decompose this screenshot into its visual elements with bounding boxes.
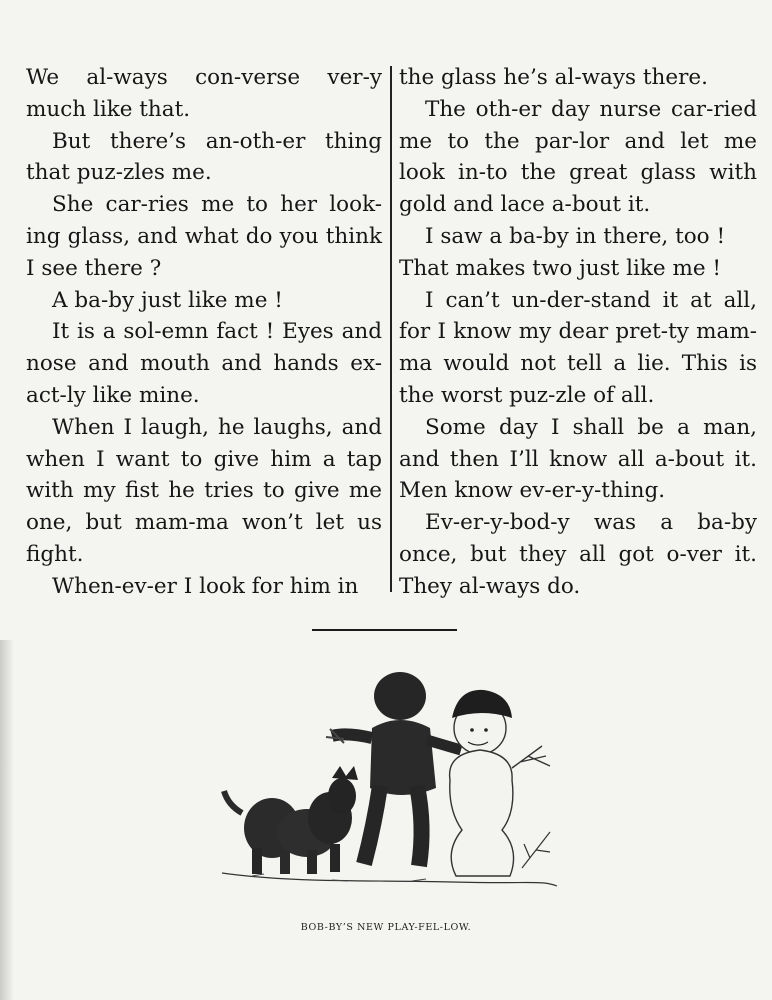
paragraph: But there’s an-oth-er thing that puz-zles me. <box>26 128 382 186</box>
paragraph: Ev-er-y-bod-y was a ba-by once, but they all got o-ver it. They al-ways do. <box>399 510 757 599</box>
paragraph: When-ev-er I look for him in <box>52 573 359 599</box>
paragraph: When I laugh, he laughs, and when I want to give him a tap with my fist he tries to give me one, but mam-ma won’t let us fight. <box>26 414 382 567</box>
column-divider <box>390 66 392 592</box>
paragraph: We al-ways con-verse ver-y much like that. <box>26 65 382 122</box>
left-text-column <box>26 62 382 603</box>
paragraph: The oth-er day nurse car-ried me to the par-lor and let me look in-to the great glass with gold and lace a-bout it. <box>399 96 757 218</box>
paragraph: the glass he’s al-ways there. <box>399 65 708 90</box>
paragraph: It is a sol-emn fact ! Eyes and nose and mouth and hands ex-act-ly like mine. <box>26 319 382 408</box>
snowman-figure-icon <box>450 690 550 876</box>
children-dog-snowman-engraving-icon <box>212 668 582 918</box>
paragraph: I saw a ba-by in there, too ! <box>425 223 726 249</box>
paragraph: Some day I shall be a man, and then I’ll know all a-bout it. Men know ev-er-y-thing. <box>399 414 757 504</box>
paragraph: I can’t un-der-stand it at all, for I know my dear pret-ty mam-ma would not tell a lie. This is the worst puz-zle of all. <box>399 287 757 408</box>
right-text-column <box>399 62 757 603</box>
paragraph: A ba-by just like me ! <box>52 287 283 313</box>
illustration-caption: BOB-BY’S NEW PLAY-FEL-LOW. <box>300 922 472 933</box>
dog-figure-icon <box>224 766 358 874</box>
section-divider <box>312 629 457 631</box>
paragraph: That makes two just like me ! <box>399 255 722 281</box>
child-figure-icon <box>326 672 461 866</box>
paragraph: She car-ries me to her look-ing glass, and what do you think I see there ? <box>26 192 382 281</box>
page-gutter-shadow <box>0 640 14 1000</box>
